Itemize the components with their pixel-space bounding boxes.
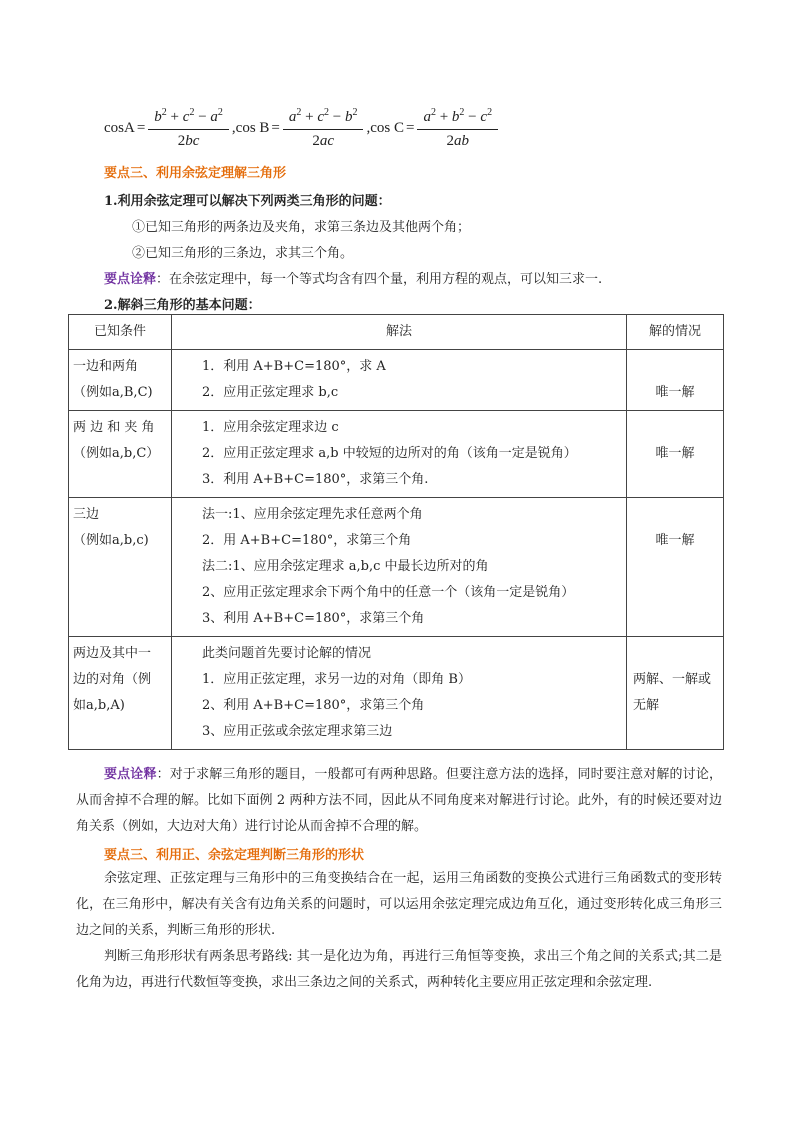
note-1: [104, 268, 602, 287]
subheading-2: 2.解斜三角形的基本问题：: [104, 298, 261, 313]
note-2: [76, 762, 722, 840]
cosine-law-formulas: cosA = $\frac{b^2 + c^2 - a^2}{2bc}$ , cos B = $\frac{a^2 + c^2 - b^2}{2ac}$ , cos C = $\frac{a^2 + b^2 - c^2}{2ab}$: [104, 100, 501, 156]
cell-method: 法一:1、应用余弦定理先求任意两个角 2．用 A+B+C=180°，求第三个角 法二:1、应用余弦定理求 a,b,c 中最长边所对的角 2、应用正弦定理求余下两个角中的任意一个（该角一定是锐角） 3、利用 A+B+C=180°，求第三个角: [172, 498, 627, 637]
cell-condition: 两 边 和 夹 角 （例如a,b,C）: [69, 411, 172, 498]
cell-condition: 两边及其中一 边的对角（例 如a,b,A): [69, 637, 172, 750]
section-title-cosine: 要点三、利用余弦定理解三角形: [104, 166, 287, 181]
cell-condition: 一边和两角 （例如a,B,C): [69, 350, 172, 411]
cosB-label: cos B: [235, 119, 270, 136]
subheading-1: 1.利用余弦定理可以解决下列两类三角形的问题：: [104, 194, 391, 209]
note-text: ：在余弦定理中，每一个等式均含有四个量，利用方程的观点，可以知三求一.: [156, 272, 603, 287]
table-row: [69, 411, 724, 498]
cosC-fraction: $\frac{a^2 + b^2 - c^2}{2ab}$: [417, 107, 498, 150]
header-method: 解法: [172, 315, 627, 350]
table-header-row: [69, 315, 724, 350]
cell-method: 此类问题首先要讨论解的情况 1．应用正弦定理，求另一边的对角（即角 B） 2、利用 A+B+C=180°，求第三个角 3、应用正弦或余弦定理求第三边: [172, 637, 627, 750]
cell-result: 两解、一解或无解: [627, 637, 724, 750]
cell-method: 1．应用余弦定理求边 c 2．应用正弦定理求 a,b 中较短的边所对的角（该角一定是锐角） 3．利用 A+B+C=180°，求第三个角.: [172, 411, 627, 498]
header-result: 解的情况: [627, 315, 724, 350]
cell-method: 1．利用 A+B+C=180°，求 A 2．应用正弦定理求 b,c: [172, 350, 627, 411]
cosA-label: cosA: [104, 119, 135, 136]
note-label: 要点诠释: [104, 272, 157, 287]
table-row: [69, 498, 724, 637]
cell-result: 唯一解: [627, 498, 724, 637]
section-title-shape: 要点三、利用正、余弦定理判断三角形的形状: [104, 848, 365, 863]
note-text: ：对于求解三角形的题目，一般都可有两种思路。但要注意方法的选择，同时要注意对解的讨论，从而舍掉不合理的解。比如下面例 2 两种方法不同，因此从不同角度来对解进行讨论。此外，有的时候还要对边角关系（例如，大边对大角）进行讨论从而舍掉不合理的解。: [76, 767, 722, 834]
header-condition: 已知条件: [69, 315, 172, 350]
list-item-2: ②已知三角形的三条边，求其三个角。: [132, 246, 354, 261]
cosC-label: cos C: [370, 119, 404, 136]
table-row: [69, 350, 724, 411]
paragraph-1: 余弦定理、正弦定理与三角形中的三角变换结合在一起，运用三角函数的变换公式进行三角函数式的变形转化，在三角形中，解决有关含有边角关系的问题时，可以运用余弦定理完成边角互化，通过变形转化成三角形三边之间的关系，判断三角形的形状.: [76, 871, 722, 938]
note-label: 要点诠释: [104, 767, 157, 782]
cosA-fraction: $\frac{b^2 + c^2 - a^2}{2bc}$: [148, 107, 229, 150]
table-row: [69, 637, 724, 750]
paragraph-2: 判断三角形形状有两条思考路线: 其一是化边为角，再进行三角恒等变换，求出三个角之间的关系式;其二是化角为边，再进行代数恒等变换，求出三条边之间的关系式，两种转化主要应用正弦定理和余弦定理.: [76, 949, 722, 990]
cell-result: 唯一解: [627, 411, 724, 498]
cell-condition: 三边 （例如a,b,c): [69, 498, 172, 637]
list-item-1: ①已知三角形的两条边及夹角，求第三条边及其他两个角；: [132, 220, 471, 235]
solution-table: [68, 314, 724, 750]
cell-result: 唯一解: [627, 350, 724, 411]
cosB-fraction: $\frac{a^2 + c^2 - b^2}{2ac}$: [283, 107, 364, 150]
